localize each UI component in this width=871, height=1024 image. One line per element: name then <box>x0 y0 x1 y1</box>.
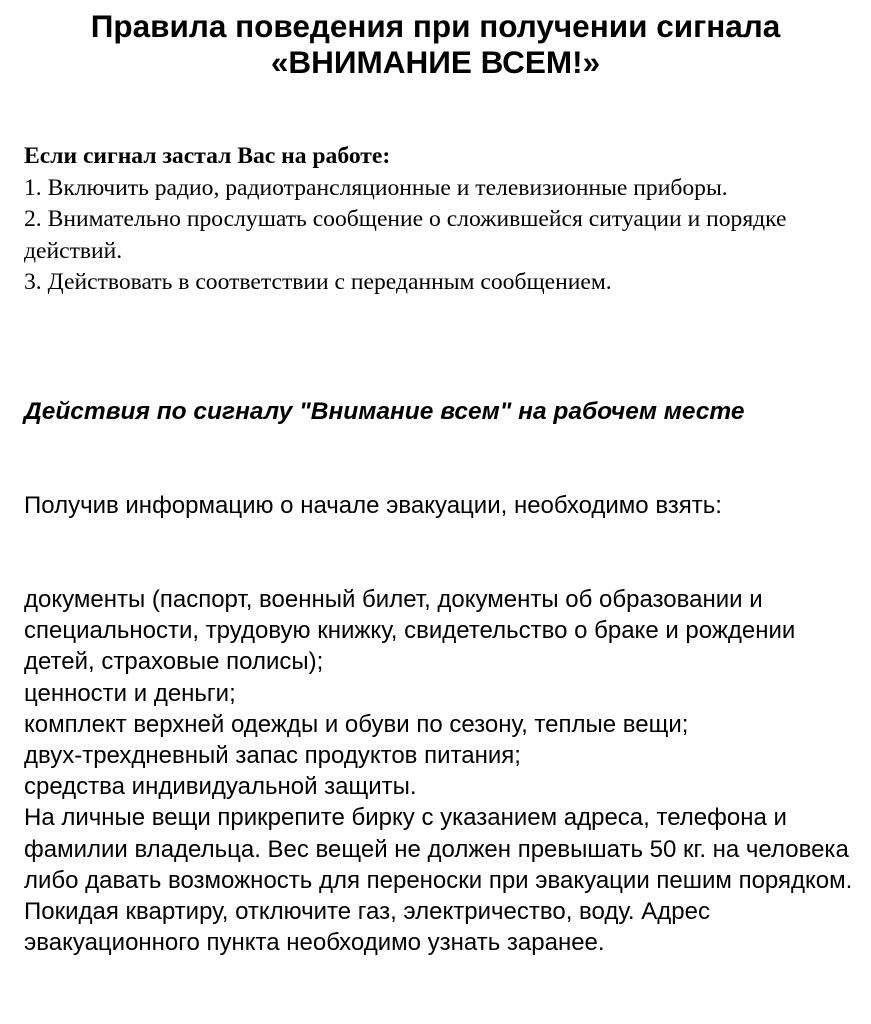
evacuation-item: двух-трехдневный запас продуктов питания; <box>24 742 521 770</box>
evacuation-item: комплект верхней одежды и обуви по сезону, теплые вещи; <box>24 710 689 738</box>
work-instruction-item: 1. Включить радио, радиотрансляционные и телевизионные приборы. <box>24 174 728 201</box>
actions-intro: Получив информацию о начале эвакуации, необходимо взять: <box>24 492 722 519</box>
evacuation-note: На личные вещи прикрепите бирку с указанием адреса, телефона и фамилии владельца. Вес вещей не должен превышать 50 кг. на человека либо давать возможность для переноски при эвакуации пешим порядком. Покидая квартиру, отключите газ, электричество, воду. Адрес эвакуационного пункта необходимо узнать заранее. <box>24 804 853 957</box>
work-instructions <box>24 141 854 299</box>
evacuation-item: ценности и деньги; <box>24 679 236 707</box>
work-instructions-lead: Если сигнал застал Вас на работе: <box>24 143 391 169</box>
work-instruction-item: 3. Действовать в соответствии с переданным сообщением. <box>24 269 612 295</box>
actions-heading: Действия по сигналу "Внимание всем" на рабочем месте <box>24 398 745 425</box>
title-line-1: Правила поведения при получении сигнала <box>90 8 781 44</box>
work-instruction-item: 2. Внимательно прослушать сообщение о сложившейся ситуации и порядке действий. <box>24 206 787 264</box>
evacuation-item: средства индивидуальной защиты. <box>24 773 417 801</box>
page-title <box>20 8 851 80</box>
title-line-2: «ВНИМАНИЕ ВСЕМ!» <box>270 44 601 80</box>
evacuation-item: документы (паспорт, военный билет, документы об образовании и специальности, трудовую книжку, свидетельство о браке и рождении детей, страховые полисы); <box>24 586 796 676</box>
evacuation-items-list <box>24 584 864 958</box>
